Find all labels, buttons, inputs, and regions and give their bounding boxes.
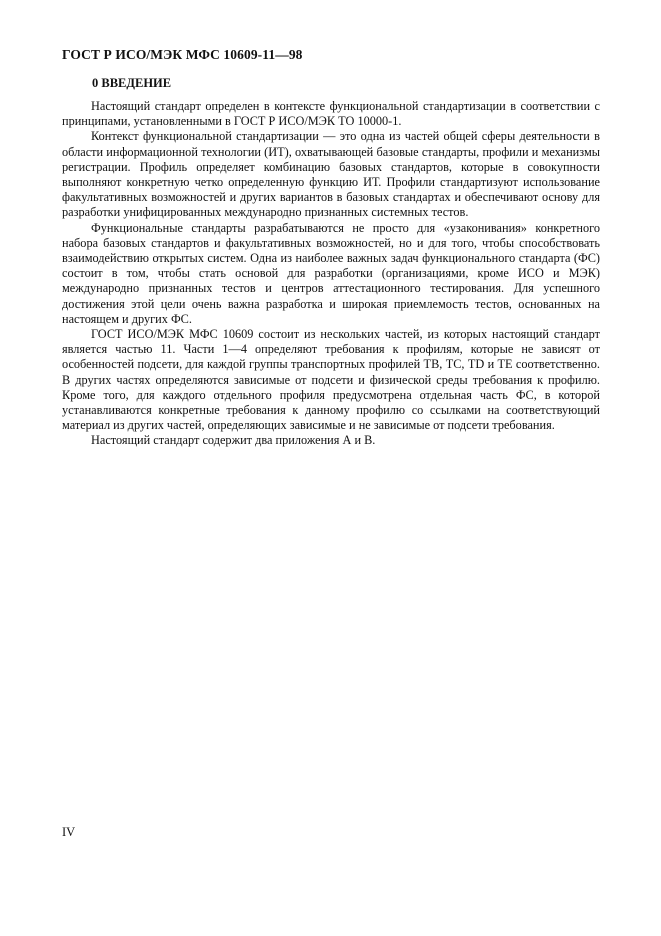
paragraph-2: Контекст функциональной стандартизации — это одна из частей общей сферы деятельности в области информационной технологии (ИТ), охватывающей базовые стандарты, профили и механизмы регистрации. Профиль определяет комбинацию базовых стандартов, которые в совокупности выполняют конкретную четко определенную функцию ИТ. Профили стандартизуют использование факультативных возможностей и других вариантов в базовых стандартах и обеспечивают основу для разработки унифицированных международно признанных системных тестов. xyxy=(62,129,600,220)
document-header: ГОСТ Р ИСО/МЭК МФС 10609-11—98 xyxy=(62,47,303,62)
paragraph-1: Настоящий стандарт определен в контексте функциональной стандартизации в соответствии с принципами, установленными в ГОСТ Р ИСО/МЭК ТО 10000-1. xyxy=(62,99,600,129)
body-text xyxy=(62,99,600,449)
paragraph-5: Настоящий стандарт содержит два приложения А и В. xyxy=(91,433,376,448)
page-number: IV xyxy=(62,825,76,839)
section-title: 0 ВВЕДЕНИЕ xyxy=(92,76,172,90)
paragraph-4: ГОСТ ИСО/МЭК МФС 10609 состоит из нескольких частей, из которых настоящий стандарт является частью 11. Части 1—4 определяют требования к профилям, которые не зависят от особенностей подсети, для каждой группы транспортных профилей ТВ, ТС, TD и ТЕ соответственно. В других частях определяются зависимые от подсети и физической среды требования к профилю. Кроме того, для каждого отдельного профиля предусмотрена отдельная часть ФС, в которой устанавливаются конкретные требования к данному профилю со ссылками на соответствующий материал из других частей, определяющих зависимые и не зависимые от подсети требования. xyxy=(62,327,600,433)
paragraph-3: Функциональные стандарты разрабатываются не просто для «узаконивания» конкретного набора базовых стандартов и факультативных возможностей, но и для того, чтобы способствовать взаимодействию открытых систем. Одна из наиболее важных задач функционального стандарта (ФС) состоит в том, чтобы стать основой для разработки (организациями, кроме ИСО и МЭК) международно признанных тестов и центров аттестационного тестирования. Для успешного достижения этой цели очень важна разработка и широкая приемлемость тестов, основанных на настоящем и других ФС. xyxy=(62,220,600,326)
